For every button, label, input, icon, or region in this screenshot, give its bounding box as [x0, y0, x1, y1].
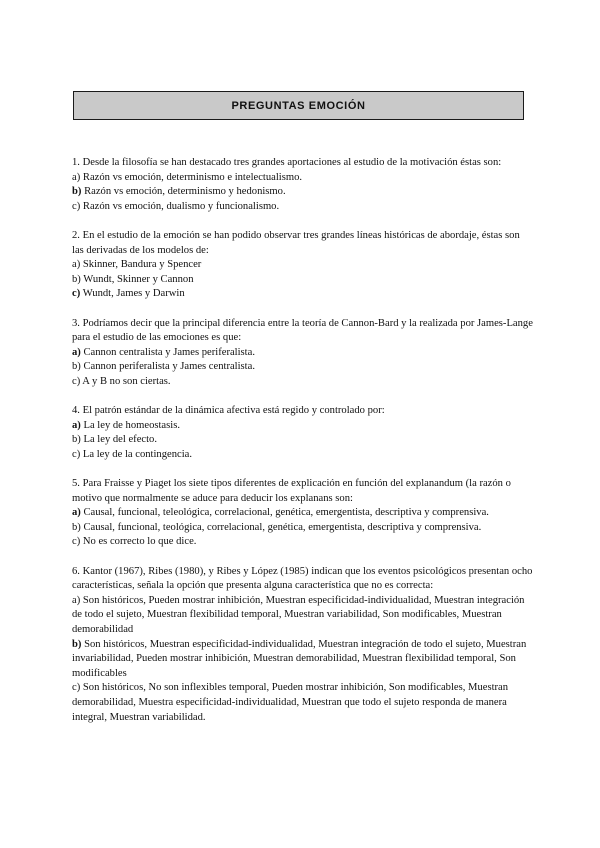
option-text: Wundt, James y Darwin: [80, 288, 185, 300]
answer-option: [72, 287, 534, 302]
answer-option: [72, 594, 534, 638]
option-text: Son históricos, Muestran especificidad-individualidad, Muestran integración de todo el sujeto, Muestran invariabilidad, Pueden mostrar inhibición, Muestran demorabilidad, Muestran flexibilidad temporal, Son modificables: [72, 638, 527, 679]
answer-option: [72, 681, 534, 725]
answer-option: [72, 535, 534, 550]
option-letter-correct: a): [72, 346, 81, 358]
answer-option: [72, 360, 534, 375]
option-letter-correct: a): [72, 507, 81, 519]
option-letter: a): [72, 259, 81, 271]
option-text: Razón vs emoción, determinismo e intelectualismo.: [80, 171, 303, 183]
question-stem: 5. Para Fraisse y Piaget los siete tipos diferentes de explicación en función del explanandum (la razón o motivo que normalmente se aduce para deducir los explanans son:: [72, 478, 511, 504]
answer-option: [72, 273, 534, 288]
question-stem: 2. En el estudio de la emoción se han podido observar tres grandes líneas históricas de abordaje, éstas son las derivadas de los modelos de:: [72, 229, 520, 256]
answer-option: [72, 419, 534, 434]
question-6: [72, 565, 534, 726]
option-letter: b): [72, 273, 81, 285]
option-text: Cannon periferalista y James centralista.: [80, 361, 255, 373]
answer-option: [72, 346, 534, 361]
question-stem: 3. Podríamos decir que la principal diferencia entre la teoría de Cannon-Bard y la realizada por James-Lange para el estudio de las emociones es que:: [72, 317, 533, 344]
option-text: La ley de homeostasis.: [80, 419, 180, 431]
answer-option: [72, 506, 534, 521]
option-letter: c): [72, 375, 81, 387]
option-text: Causal, funcional, teológica, correlacional, genética, emergentista, descriptiva y comprensiva.: [80, 521, 482, 533]
question-stem: 6. Kantor (1967), Ribes (1980), y Ribes y López (1985) indican que los eventos psicológicos presentan ocho características, señala la opción que presenta alguna característica que no es correcta:: [72, 565, 533, 592]
page-title: PREGUNTAS EMOCIÓN: [231, 99, 366, 112]
option-text: A y B no son ciertas.: [80, 375, 171, 387]
answer-option: [72, 375, 534, 390]
question-2: [72, 229, 534, 302]
question-list: [72, 156, 534, 740]
option-text: Razón vs emoción, determinismo y hedonismo.: [81, 186, 286, 198]
option-text: Razón vs emoción, dualismo y funcionalismo.: [80, 200, 280, 212]
option-letter: b): [72, 361, 81, 373]
option-letter: c): [72, 682, 81, 694]
option-text: La ley de la contingencia.: [80, 448, 193, 460]
option-text: La ley del efecto.: [80, 434, 158, 446]
question-5: [72, 477, 534, 550]
question-1: [72, 156, 534, 214]
option-letter-correct: a): [72, 419, 81, 431]
option-letter: c): [72, 200, 81, 212]
option-letter: a): [72, 171, 81, 183]
option-letter: c): [72, 536, 81, 548]
option-letter-correct: c): [72, 288, 81, 300]
option-text: Son históricos, Pueden mostrar inhibición, Muestran especificidad-individualidad, Muestran integración de todo el sujeto, Muestran flexibilidad temporal, Muestran variabilidad, Son modificables, Muestran demorabilidad: [72, 594, 525, 635]
option-text: No es correcto lo que dice.: [80, 536, 197, 548]
option-text: Son históricos, No son inflexibles temporal, Pueden mostrar inhibición, Son modificables, Muestran demorabilidad, Muestra especificidad-individualidad, Muestran que todo el sujeto responda de manera integral, Muestran variabilidad.: [72, 682, 509, 723]
answer-option: [72, 171, 534, 186]
option-text: Wundt, Skinner y Cannon: [80, 273, 194, 285]
answer-option: [72, 433, 534, 448]
option-letter-correct: b): [72, 638, 82, 650]
option-letter: b): [72, 521, 81, 533]
answer-option: [72, 448, 534, 463]
option-text: Cannon centralista y James periferalista.: [80, 346, 255, 358]
title-box: [73, 91, 524, 120]
option-letter: b): [72, 434, 81, 446]
question-4: [72, 404, 534, 462]
option-letter-correct: b): [72, 186, 82, 198]
answer-option: [72, 258, 534, 273]
option-text: Causal, funcional, teleológica, correlacional, genética, emergentista, descriptiva y comprensiva.: [80, 507, 489, 519]
option-text: Skinner, Bandura y Spencer: [80, 259, 202, 271]
answer-option: [72, 521, 534, 536]
answer-option: [72, 638, 534, 682]
option-letter: a): [72, 594, 81, 606]
answer-option: [72, 185, 534, 200]
option-letter: c): [72, 448, 81, 460]
answer-option: [72, 200, 534, 215]
question-stem: 1. Desde la filosofía se han destacado tres grandes aportaciones al estudio de la motivación éstas son:: [72, 157, 502, 168]
question-3: [72, 317, 534, 390]
question-stem: 4. El patrón estándar de la dinámica afectiva está regido y controlado por:: [72, 405, 385, 417]
